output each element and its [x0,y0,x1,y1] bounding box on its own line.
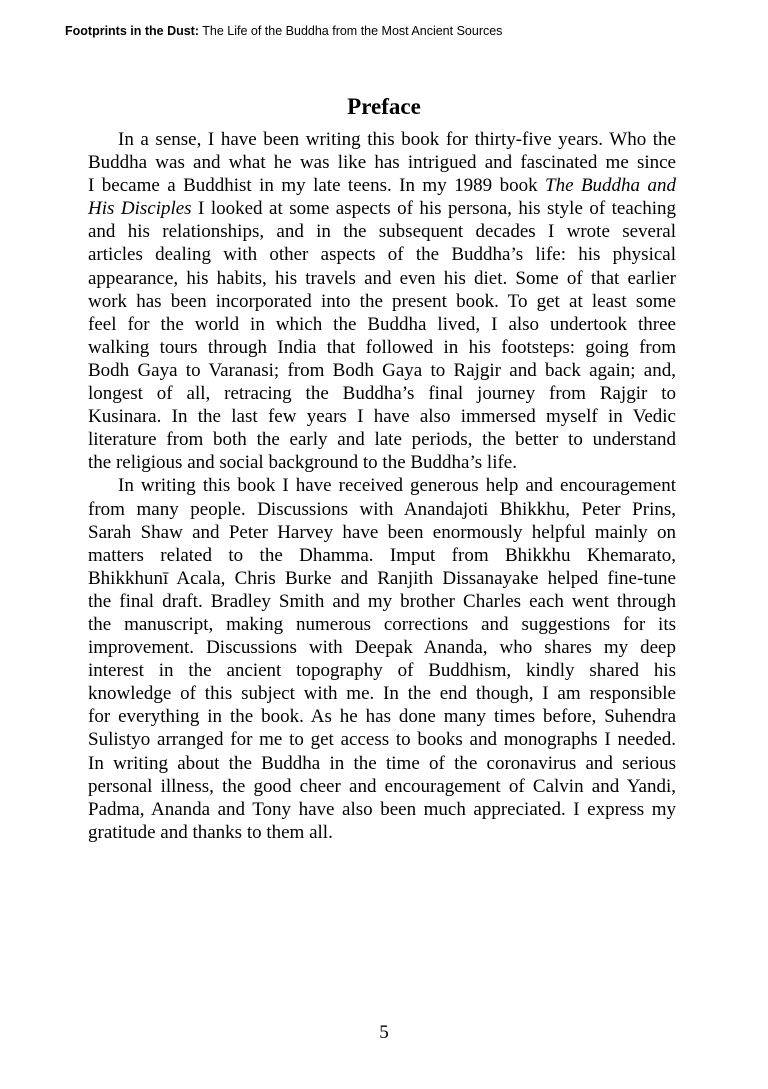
text-line: Bodh Gaya to Varanasi; from Bodh Gaya to Rajgir and back again; and, [88,359,676,381]
text-line: the manuscript, making numerous corrections and suggestions for its [88,613,676,635]
paragraph-1 [88,128,676,474]
text-line: walking tours through India that followed in his footsteps: going from [88,336,676,358]
text-line: appearance, his habits, his travels and even his diet. Some of that earlier [88,267,676,289]
text-line [88,197,676,220]
running-header [65,24,502,38]
text-line: Kusinara. In the last few years I have also immersed myself in Vedic [88,406,676,428]
text-line: and his relationships, and in the subsequent decades I wrote several [88,221,676,243]
text-line: literature from both the early and late periods, the better to understand [88,429,676,451]
paragraph-2 [88,474,676,844]
text-line: Sarah Shaw and Peter Harvey have been enormously helpful mainly on [88,521,676,543]
text-line-segment: I looked at some aspects of his persona, his style of teaching [191,198,676,220]
page-title: Preface [347,94,421,119]
text-line: In writing this book I have received generous help and encouragement [118,475,676,497]
book-subtitle: The Life of the Buddha from the Most Ancient Sources [199,24,503,38]
page-number: 5 [379,1022,389,1043]
text-line: the religious and social background to the Buddha’s life. [88,452,517,474]
text-line: longest of all, retracing the Buddha’s final journey from Rajgir to [88,383,676,405]
text-line: Bhikkhunī Acala, Chris Burke and Ranjith Dissanayake helped fine-tune [88,567,676,589]
text-line: articles dealing with other aspects of the Buddha’s life: his physical [88,244,676,266]
text-line: improvement. Discussions with Deepak Ananda, who shares my deep [88,637,676,659]
text-line: gratitude and thanks to them all. [88,821,333,843]
text-line-segment: I became a Buddhist in my late teens. In my 1989 book [88,175,546,197]
preface-body [88,128,676,844]
text-line: matters related to the Dhamma. Imput from Bhikkhu Khemarato, [88,544,676,566]
text-line: the final draft. Bradley Smith and my brother Charles each went through [88,590,676,612]
text-line: In writing about the Buddha in the time of the coronavirus and serious [88,752,676,774]
text-line: feel for the world in which the Buddha lived, I also undertook three [88,313,676,335]
text-line [88,174,676,197]
book-reference: His Disciples [88,198,192,220]
book-reference: The Buddha and [545,175,676,197]
text-line: Buddha was and what he was like has intrigued and fascinated me since [88,152,676,174]
text-line: personal illness, the good cheer and encouragement of Calvin and Yandi, [88,775,676,797]
text-line: work has been incorporated into the present book. To get at least some [88,290,676,312]
text-line: In a sense, I have been writing this book for thirty-five years. Who the [118,129,676,150]
book-title: Footprints in the Dust: [65,24,200,38]
text-line: from many people. Discussions with Anandajoti Bhikkhu, Peter Prins, [88,498,676,520]
text-line: knowledge of this subject with me. In the end though, I am responsible [88,683,676,705]
text-line: for everything in the book. As he has done many times before, Suhendra [88,706,676,728]
text-line: interest in the ancient topography of Buddhism, kindly shared his [88,660,676,682]
text-line: Padma, Ananda and Tony have also been much appreciated. I express my [88,798,676,820]
text-line: Sulistyo arranged for me to get access to books and monographs I needed. [88,729,676,751]
